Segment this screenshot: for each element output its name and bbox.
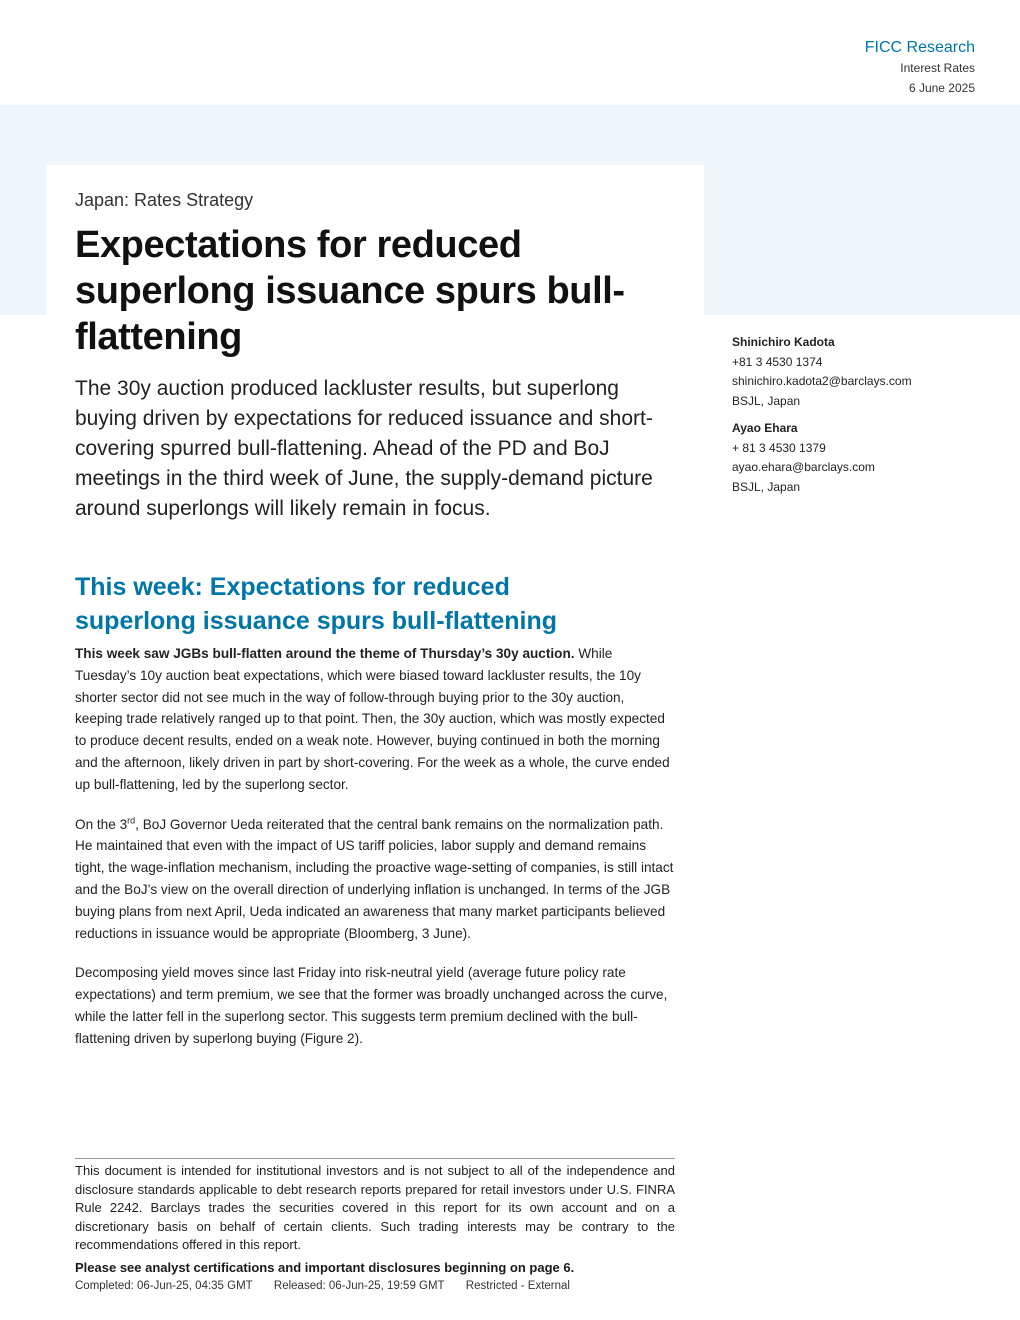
author-email[interactable]: shinichiro.kadota2@barclays.com (732, 374, 912, 388)
article-header (75, 188, 675, 524)
paragraph-text: On the 3 (75, 816, 128, 832)
disclosure-notice: Please see analyst certifications and important disclosures beginning on page 6. (75, 1259, 575, 1275)
footer-divider (75, 1158, 675, 1159)
paragraph-lead: This week saw JGBs bull-flatten around the theme of Thursday’s 30y auction. (75, 646, 575, 661)
section-heading: This week: Expectations for reduced superlong issuance spurs bull-flattening (75, 573, 558, 635)
released-timestamp: Released: 06-Jun-25, 19:59 GMT (273, 1279, 445, 1292)
completed-timestamp: Completed: 06-Jun-25, 04:35 GMT (75, 1279, 253, 1292)
paragraph (75, 643, 675, 796)
author-name: Shinichiro Kadota (732, 335, 835, 349)
classification-label: Restricted - External (465, 1279, 570, 1292)
paragraph-text: While Tuesday’s 10y auction beat expectations, which were biased toward lackluster results, the 10y shorter sector did not see much in the way of follow-through buying prior to the 30y auction, keeping trade relatively ranged up to that point. Then, the 30y auction, which was mostly expected to produce decent results, ended on a weak note. However, buying continued in both the morning and the afternoon, likely driven in part by short-covering. For the week as a whole, the curve ended up bull-flattening, led by the superlong sector. (75, 646, 670, 792)
author-card (732, 333, 972, 411)
brand-label: FICC Research (864, 39, 975, 56)
author-card (732, 419, 972, 497)
paragraph-text: Decomposing yield moves since last Friday into risk-neutral yield (average future policy rate expectations) and term premium, we see that the former was broadly unchanged across the curve, while the latter fell in the superlong sector. This suggests term premium declined with the bull-flattening driven by superlong buying (Figure 2). (75, 965, 668, 1046)
author-email[interactable]: ayao.ehara@barclays.com (732, 460, 875, 474)
report-header (865, 38, 975, 98)
article-body (75, 643, 675, 1068)
page-title: Expectations for reduced superlong issuance spurs bull-flattening (75, 224, 625, 358)
disclaimer: This document is intended for institutional investors and is not subject to all of the independence and disclosure standards applicable to debt research reports prepared for retail investors under U.S. FINRA Rule 2242. Barclays trades the securities covered in this report for its own account and on a discretionary basis on behalf of certain clients. Such trading interests may be contrary to the recommendations offered in this report. (75, 1163, 675, 1252)
report-date: 6 June 2025 (908, 81, 975, 95)
author-phone: + 81 3 4530 1379 (732, 440, 826, 455)
footer (75, 1158, 675, 1294)
ordinal-suffix: rd (127, 815, 136, 826)
paragraph-text: , BoJ Governor Ueda reiterated that the central bank remains on the normalization path. He maintained that even with the impact of US tariff policies, labor supply and demand remains tight, the wage-inflation mechanism, including the proactive wage-setting of companies, is still intact and the BoJ’s view on the overall direction of underlying inflation is unchanged. In terms of the JGB buying plans from next April, Ueda indicated an awareness that many market participants believed reductions in issuance would be appropriate (Bloomberg, 3 June). (75, 816, 674, 941)
subtitle: The 30y auction produced lackluster results, but superlong buying driven by expectations for reduced issuance and short-covering spurred bull-flattening. Ahead of the PD and BoJ meetings in the third week of June, the supply-demand picture around superlongs will likely remain in focus. (75, 377, 653, 520)
author-phone: +81 3 4530 1374 (732, 354, 823, 369)
paragraph (75, 814, 675, 945)
report-metadata (75, 1278, 675, 1294)
author-list (732, 333, 972, 505)
author-name: Ayao Ehara (732, 421, 798, 435)
paragraph (75, 962, 675, 1049)
author-entity: BSJL, Japan (732, 479, 801, 494)
category-label: Interest Rates (900, 61, 975, 75)
author-entity: BSJL, Japan (732, 393, 801, 408)
kicker: Japan: Rates Strategy (75, 190, 254, 210)
